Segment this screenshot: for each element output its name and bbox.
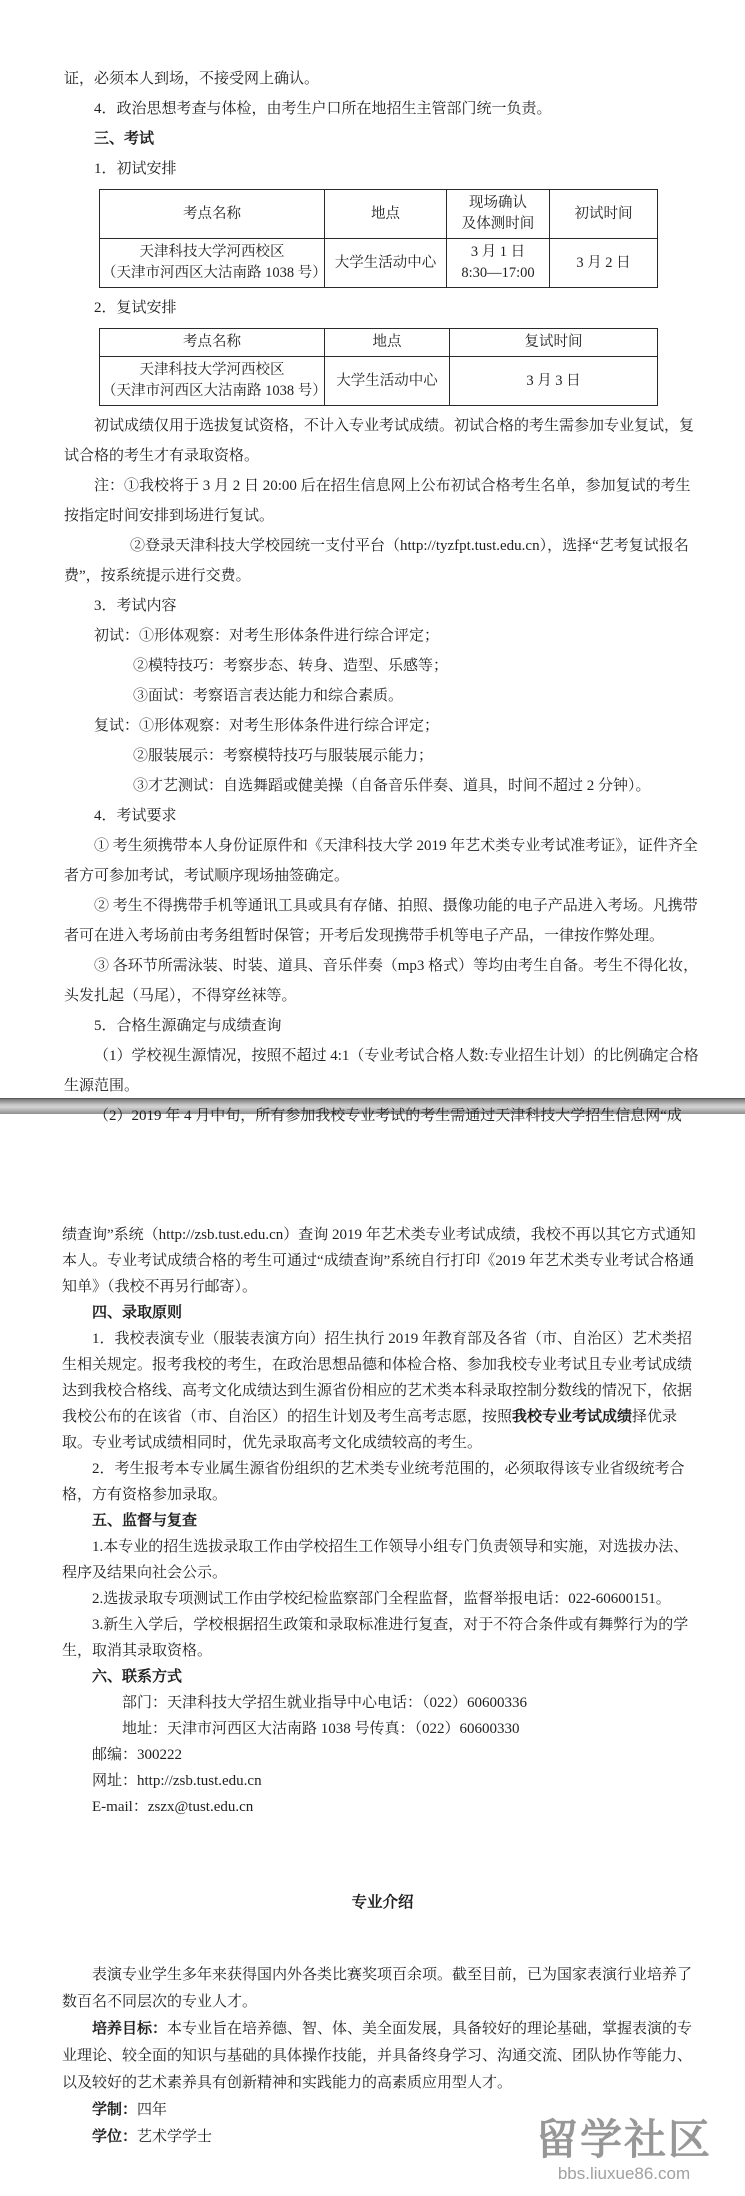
table-first-exam (99, 189, 658, 288)
contact-email: E-mail：zszx@tust.edu.cn (92, 1799, 254, 1815)
exam-content-line: ②模特技巧：考察步态、转身、造型、乐感等； (133, 658, 449, 674)
paragraph-requirement-2: ② 考生不得携带手机等通讯工具或具有存储、拍照、摄像功能的电子产品进入考场。凡携带者可在进入考场前由考务组暂时保管；开考后发现携带手机等电子产品，一律按作弊处理。 (64, 898, 698, 944)
paragraph-supervision-2: 2.选拔录取专项测试工作由学校纪检监察部门全程监督，监督举报电话：022-60600151。 (92, 1591, 671, 1607)
header-retest-time: 复试时间 (450, 329, 658, 357)
paragraph-query-1: （1）学校视生源情况，按照不超过 4:1（专业考试合格人数:专业招生计划）的比例确定合格生源范围。 (64, 1048, 699, 1094)
cell-site-line1: 天津科技大学河西校区 (139, 244, 285, 260)
paragraph-admission-1 (62, 1326, 703, 1456)
watermark-logo-text: 留学社区 (535, 2116, 712, 2163)
header-venue: 地点 (325, 329, 450, 357)
section-heading-supervision: 五、监督与复查 (92, 1513, 198, 1529)
duration-value: 四年 (137, 2102, 168, 2118)
paragraph-confirm-carry: 证，必须本人到场，不接受网上确认。 (64, 71, 320, 87)
paragraph-requirement-3: ③ 各环节所需泳装、时装、道具、音乐伴奏（mp3 格式）等均由考生自备。考生不得化妆，头发扎起（马尾），不得穿丝袜等。 (64, 958, 699, 1004)
exam-content-line: ②服装展示：考察模特技巧与服装展示能力； (133, 748, 434, 764)
header-confirm-line2: 及体测时间 (461, 216, 535, 232)
paragraph-training-goal (62, 2016, 703, 2097)
cell-confirm-time (447, 239, 550, 288)
cell-site-line2: （天津市河西区大沽南路 1038 号） (102, 383, 327, 399)
cell-venue: 大学生活动中心 (325, 239, 447, 288)
paragraph-supervision-1: 1.本专业的招生选拔录取工作由学校招生工作领导小组专门负责领导和实施，对选拔办法、程序及结果向社会公示。 (62, 1539, 689, 1581)
cell-site-line2: （天津市河西区大沽南路 1038 号） (102, 265, 327, 281)
page-2 (0, 1114, 745, 2196)
cell-site-line1: 天津科技大学河西校区 (139, 362, 285, 378)
paragraph-requirement-1: ① 考生须携带本人身份证原件和《天津科技大学 2019 年艺术类专业考试准考证》，证件齐全者方可参加考试，考试顺序现场抽签确定。 (64, 838, 698, 884)
section-heading-exam: 三、考试 (94, 131, 155, 147)
exam-content-line: 复试：①形体观察：对考生形体条件进行综合评定； (94, 718, 440, 734)
label-second-exam: 2．复试安排 (94, 300, 177, 316)
header-confirm-line1: 现场确认 (469, 195, 527, 211)
label-first-exam: 1．初试安排 (94, 161, 177, 177)
contact-department: 部门：天津科技大学招生就业指导中心 (122, 1695, 378, 1711)
contact-department-row (62, 1690, 703, 1716)
contact-address-row (62, 1716, 703, 1742)
paragraph-admission-2: 2．考生报考本专业属生源省份组织的艺术类专业统考范围的，必须取得该专业省级统考合格，方有资格参加录取。 (62, 1461, 685, 1503)
header-venue: 地点 (325, 190, 447, 239)
admission-1-bold: 我校专业考试成绩 (512, 1409, 633, 1425)
table-header-row (100, 329, 658, 357)
contact-phone: 电话：（022）60600336 (377, 1695, 528, 1711)
training-goal-label: 培养目标： (92, 2021, 168, 2037)
section-heading-contact: 六、联系方式 (92, 1669, 183, 1685)
paragraph-query-2-rest: 绩查询”系统（http://zsb.tust.edu.cn）查询 2019 年艺术类专业考试成绩，我校不再以其它方式通知本人。专业考试成绩合格的考生可通过“成绩查询”系统自行打印《2019 年艺术类专业考试合格通知单》（我校不再另行邮寄）。 (62, 1227, 696, 1295)
header-site: 考点名称 (100, 329, 325, 357)
exam-content-line: 初试：①形体观察：对考生形体条件进行综合评定； (94, 628, 440, 644)
header-site: 考点名称 (100, 190, 325, 239)
contact-website: 网址：http://zsb.tust.edu.cn (92, 1773, 262, 1789)
paragraph-supervision-3: 3.新生入学后，学校根据招生政策和录取标准进行复查，对于不符合条件或有舞弊行为的学生，取消其录取资格。 (62, 1617, 689, 1659)
section-heading-major-intro: 专业介绍 (351, 1894, 414, 1911)
table-second-exam (99, 328, 658, 406)
line-duration (62, 2097, 703, 2124)
exam-content-line: ③才艺测试：自选舞蹈或健美操（自备音乐伴奏、道具，时间不超过 2 分钟）。 (133, 778, 651, 794)
paragraph-query-2-partial: （2）2019 年 4 月中旬，所有参加我校专业考试的考生需通过天津科技大学招生信息网“成 (94, 1108, 682, 1124)
contact-postcode: 邮编：300222 (92, 1747, 183, 1763)
paragraph-major-intro: 表演专业学生多年来获得国内外各类比赛奖项百余项。截至目前，已为国家表演行业培养了数百名不同层次的专业人才。 (62, 1967, 693, 2010)
admission-1-post: 择优录取。专业考试成绩相同时，优先录取高考文化成绩较高的考生。 (62, 1409, 678, 1451)
line-degree (62, 2124, 703, 2151)
header-confirm-time (447, 190, 550, 239)
contact-address: 地址：天津市河西区大沽南路 1038 号 (122, 1721, 370, 1737)
watermark-url-text: bbs.liuxue86.com (557, 2164, 691, 2183)
cell-site (100, 357, 325, 406)
cell-site (100, 239, 325, 288)
paragraph-note1: 注：①我校将于 3 月 2 日 20:00 后在招生信息网上公布初试合格考生名单，参加复试的考生按指定时间安排到场进行复试。 (64, 478, 691, 524)
paragraph-result-note: 初试成绩仅用于选拔复试资格，不计入专业考试成绩。初试合格的考生需参加专业复试，复试合格的考生才有录取资格。 (64, 418, 695, 464)
contact-fax: 传真：（022）60600330 (369, 1721, 520, 1737)
paragraph-politics-check: 4．政治思想考查与体检，由考生户口所在地招生主管部门统一负责。 (94, 101, 552, 117)
degree-label: 学位： (92, 2129, 138, 2145)
cell-retest-date: 3 月 3 日 (450, 357, 658, 406)
label-exam-content: 3．考试内容 (94, 598, 177, 614)
section-heading-admission: 四、录取原则 (92, 1305, 183, 1321)
table-header-row (100, 190, 658, 239)
label-score-query: 5．合格生源确定与成绩查询 (94, 1018, 282, 1034)
cell-first-exam-date: 3 月 2 日 (550, 239, 658, 288)
admission-1-pre: 1．我校表演专业（服装表演方向）招生执行 2019 年教育部及各省（市、自治区）艺术类招生相关规定。报考我校的考生，在政治思想品德和体检合格、参加我校专业考试且专业考试成绩达到我校合格线、高考文化成绩达到生源省份相应的艺术类本科录取控制分数线的情况下，依据我校公布的在该省（市、自治区）的招生计划及考生高考志愿，按照 (62, 1331, 693, 1425)
table-row (100, 239, 658, 288)
table-row (100, 357, 658, 406)
training-goal-text: 本专业旨在培养德、智、体、美全面发展，具备较好的理论基础，掌握表演的专业理论、较全面的知识与基础的具体操作技能，并具备终身学习、沟通交流、团队协作等能力、以及较好的艺术素养具有创新精神和实践能力的高素质应用型人才。 (62, 2021, 693, 2091)
duration-label: 学制： (92, 2102, 138, 2118)
exam-content-line: ③面试：考察语言表达能力和综合素质。 (133, 688, 404, 704)
cell-venue: 大学生活动中心 (325, 357, 450, 406)
header-first-exam-time: 初试时间 (550, 190, 658, 239)
paragraph-note2-payment: ②登录天津科技大学校园统一支付平台（http://tyzfpt.tust.edu.cn），选择“艺考复试报名费”，按系统提示进行交费。 (64, 538, 689, 584)
cell-confirm-hours: 8:30—17:00 (461, 265, 535, 281)
degree-value: 艺术学学士 (137, 2129, 213, 2145)
label-exam-requirements: 4．考试要求 (94, 808, 177, 824)
cell-confirm-date: 3 月 1 日 (470, 244, 526, 260)
